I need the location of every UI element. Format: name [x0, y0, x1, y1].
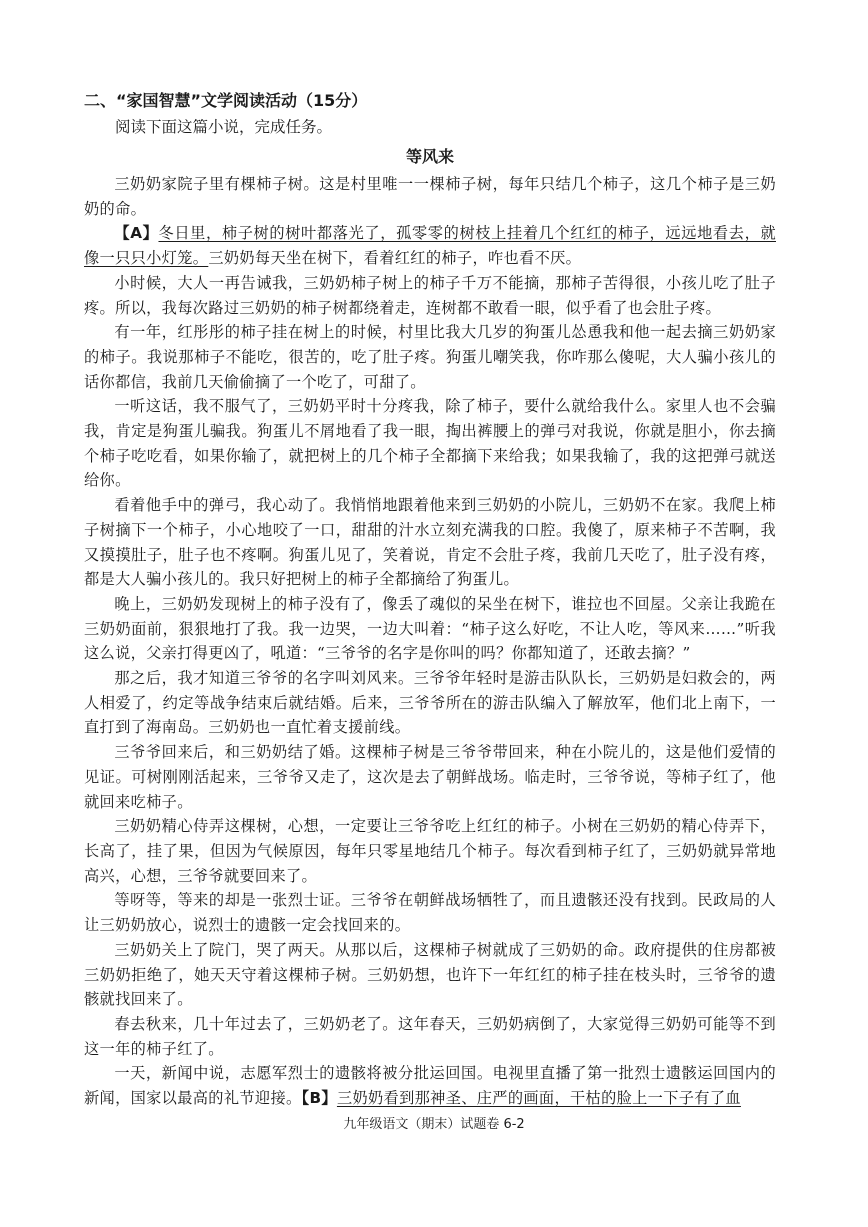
story-paragraph: 三奶奶家院子里有棵柿子树。这是村里唯一一棵柿子树，每年只结几个柿子，这几个柿子是三奶奶的命。 [84, 175, 776, 218]
story-paragraph: 三奶奶精心侍弄这棵树，心想，一定要让三爷爷吃上红红的柿子。小树在三奶奶的精心侍弄下，长高了，挂了果，但因为气候原因，每年只零星地结几个柿子。每次看到柿子红了，三奶奶就异常地高兴，心想，三爷爷就要回来了。 [84, 817, 776, 885]
underlined-sentence-a: 冬日里，柿子树的树叶都落光了，孤零零的树枝上挂着几个红红的柿子，远远地看去，就像一只只小灯笼。 [84, 224, 776, 268]
story-paragraph-a [84, 221, 776, 270]
section-heading: 二、“家国智慧”文学阅读活动（15分） [84, 91, 368, 110]
story-paragraph-b [84, 1061, 776, 1110]
story-paragraph: 三爷爷回来后，和三奶奶结了婚。这棵柿子树是三爷爷带回来，种在小院儿的，这是他们爱情的见证。可树刚刚活起来，三爷爷又走了，这次是去了朝鲜战场。临走时，三爷爷说，等柿子红了，他就回来吃柿子。 [84, 743, 776, 811]
story-title: 等风来 [405, 147, 454, 166]
story-paragraph: 有一年，红彤彤的柿子挂在树上的时候，村里比我大几岁的狗蛋儿怂恿我和他一起去摘三奶奶家的柿子。我说那柿子不能吃，很苦的，吃了肚子疼。狗蛋儿嘲笑我，你咋那么傻呢，大人骗小孩儿的话你都信，我前几天偷偷摘了一个吃了，可甜了。 [84, 323, 776, 391]
reading-section [84, 88, 776, 1111]
paragraph-start: 一天，新闻中说，志愿军烈士的遗骸将被分批运回国。电视里直播了第一批烈士遗骸运回国内的新闻，国家以最高的礼节迎接。 [84, 1064, 776, 1108]
story-paragraph: 看着他手中的弹弓，我心动了。我悄悄地跟着他来到三奶奶的小院儿，三奶奶不在家。我爬上柿子树摘下一个柿子，小心地咬了一口，甜甜的汁水立刻充满我的口腔。我傻了，原来柿子不苦啊，我又摸摸肚子，肚子也不疼啊。狗蛋儿见了，笑着说，肯定不会肚子疼，我前几天吃了，肚子没有疼，都是大人骗小孩儿的。我只好把树上的柿子全都摘给了狗蛋儿。 [84, 496, 776, 589]
section-instruction: 阅读下面这篇小说，完成任务。 [115, 118, 333, 136]
underlined-sentence-b: 三奶奶看到那神圣、庄严的画面，干枯的脸上一下子有了血 [336, 1089, 741, 1108]
story-paragraph: 等呀等，等来的却是一张烈士证。三爷爷在朝鲜战场牺牲了，而且遗骸还没有找到。民政局的人让三奶奶放心，说烈士的遗骸一定会找回来的。 [84, 891, 776, 935]
marker-b: 【B】 [301, 1089, 337, 1108]
page-footer: 九年级语文（期末）试题卷 6-2 [343, 1117, 525, 1132]
marker-a: 【A】 [114, 224, 159, 243]
story-paragraph: 春去秋来，几十年过去了，三奶奶老了。这年春天，三奶奶病倒了，大家觉得三奶奶可能等不到这一年的柿子红了。 [84, 1014, 776, 1058]
story-paragraph: 那之后，我才知道三爷爷的名字叫刘风来。三爷爷年轻时是游击队队长，三奶奶是妇救会的，两人相爱了，约定等战争结束后就结婚。后来，三爷爷所在的游击队编入了解放军，他们北上南下，一直打到了海南岛。三奶奶也一直忙着支援前线。 [84, 669, 776, 737]
story-paragraph: 晚上，三奶奶发现树上的柿子没有了，像丢了魂似的呆坐在树下，谁拉也不回屋。父亲让我跪在三奶奶面前，狠狠地打了我。我一边哭，一边大叫着：“柿子这么好吃，不让人吃，等风来……”听我这么说，父亲打得更凶了，吼道：“三爷爷的名字是你叫的吗？你都知道了，还敢去摘？” [84, 594, 776, 663]
paragraph-rest: 三奶奶每天坐在树下，看着红红的柿子，咋也看不厌。 [208, 249, 582, 268]
story-paragraph: 三奶奶关上了院门，哭了两天。从那以后，这棵柿子树就成了三奶奶的命。政府提供的住房都被三奶奶拒绝了，她天天守着这棵柿子树。三奶奶想，也许下一年红红的柿子挂在枝头时，三爷爷的遗骸就找回来了。 [84, 940, 776, 1009]
story-paragraph: 小时候，大人一再告诫我，三奶奶柿子树上的柿子千万不能摘，那柿子苦得很，小孩儿吃了肚子疼。所以，我每次路过三奶奶的柿子树都绕着走，连树都不敢看一眼，似乎看了也会肚子疼。 [84, 273, 776, 317]
story-paragraph: 一听这话，我不服气了，三奶奶平时十分疼我，除了柿子，要什么就给我什么。家里人也不会骗我，肯定是狗蛋儿骗我。狗蛋儿不屑地看了我一眼，掏出裤腰上的弹弓对我说，你就是胆小，你去摘个柿子吃吃看，如果你输了，就把树上的几个柿子全都摘下来给我；如果我输了，我的这把弹弓就送给你。 [84, 397, 776, 490]
